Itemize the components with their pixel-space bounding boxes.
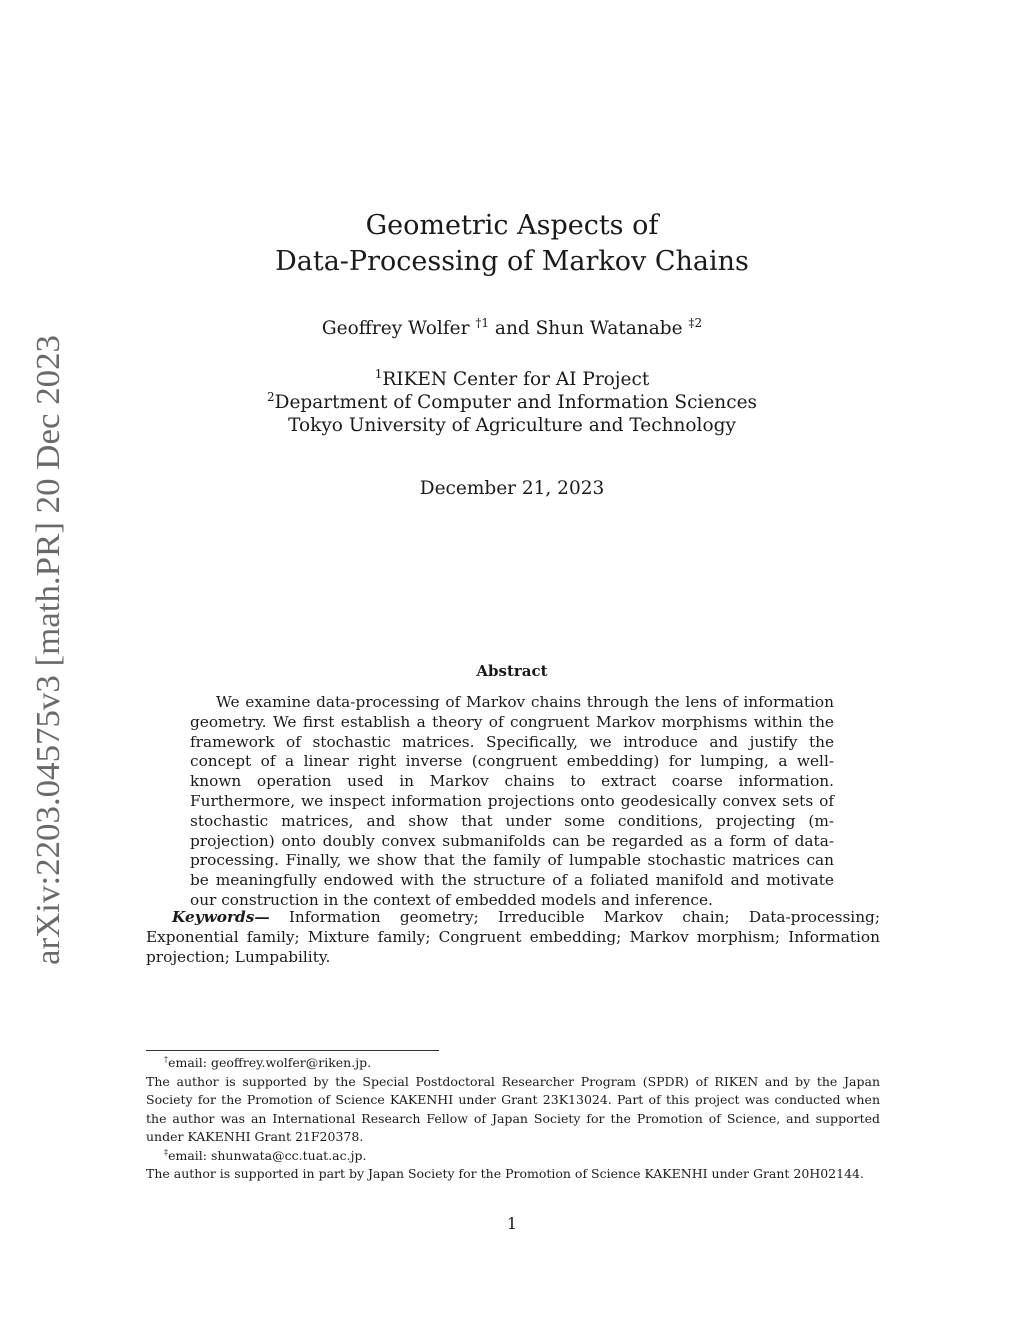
- footnote-2-mark: ‡: [164, 1146, 169, 1157]
- abstract-heading: Abstract: [476, 662, 548, 680]
- aff1-mark: 1: [374, 366, 383, 381]
- keywords: [146, 908, 880, 967]
- aff2-mark: 2: [266, 389, 275, 404]
- author-1-mark: †1: [475, 315, 490, 330]
- paper-date: December 21, 2023: [419, 478, 605, 499]
- footnote-2-email-text: email: shunwata@cc.tuat.ac.jp.: [168, 1147, 367, 1163]
- author-2-mark: ‡2: [688, 315, 703, 330]
- footnote-1-email-text: email: geoffrey.wolfer@riken.jp.: [168, 1055, 372, 1070]
- title-line-2: Data-Processing of Markov Chains: [275, 246, 749, 277]
- keywords-text: Information geometry; Irreducible Markov chain; Data-processing; Exponential family; Mixture family; Congruent embedding; Markov morphism; Information projection; Lumpability.: [146, 908, 880, 966]
- arxiv-stamp-text: arXiv:2203.04575v3 [math.PR] 20 Dec 2023: [30, 351, 67, 965]
- arxiv-stamp-svg: [15, 335, 75, 965]
- affiliation-2: [150, 391, 874, 414]
- arxiv-stamp: [15, 335, 75, 965]
- keywords-label: Keywords—: [172, 908, 270, 926]
- affiliation-1: [150, 368, 874, 391]
- authors: [150, 316, 874, 342]
- footnote-2-text: The author is supported in part by Japan Society for the Promotion of Science KAKENHI under Grant 20H02144.: [146, 1166, 864, 1181]
- aff1-text: RIKEN Center for AI Project: [382, 369, 650, 390]
- paper-title: [150, 208, 874, 280]
- author-2: Shun Watanabe: [535, 318, 683, 339]
- page-number: 1: [506, 1214, 518, 1233]
- affiliation-2-line-2: Tokyo University of Agriculture and Technology: [288, 415, 736, 436]
- footnote-1-email: [146, 1054, 880, 1073]
- footnote-1-mark: †: [164, 1053, 169, 1064]
- aff2-text: Department of Computer and Information Sciences: [274, 392, 758, 413]
- author-conjunction: and: [494, 318, 530, 339]
- footnote-1-text: The author is supported by the Special Postdoctoral Researcher Program (SPDR) of RIKEN and by the Japan Society for the Promotion of Science KAKENHI under Grant 23K13024. Part of this project was conducted when the author was an International Research Fellow of Japan Society for the Promotion of Science, and supported under KAKENHI Grant 21F20378.: [146, 1073, 880, 1144]
- affiliations: [150, 368, 874, 437]
- author-1: Geoffrey Wolfer: [321, 318, 470, 339]
- footnotes: [146, 1054, 880, 1184]
- abstract-body: We examine data-processing of Markov chains through the lens of information geometry. We first establish a theory of congruent Markov morphisms within the framework of stochastic matrices. Specifically, we introduce and justify the concept of a linear right inverse (congruent embedding) for lumping, a well-known operation used in Markov chains to extract coarse information. Furthermore, we inspect information projections onto geodesically convex sets of stochastic matrices, and show that under some conditions, projecting (m-projection) onto doubly convex submanifolds can be regarded as a form of data-processing. Finally, we show that the family of lumpable stochastic matrices can be meaningfully endowed with the structure of a foliated manifold and motivate our construction in the context of embedded models and inference.: [190, 693, 834, 909]
- footnote-2-email: [146, 1147, 880, 1166]
- title-line-1: Geometric Aspects of: [365, 210, 659, 241]
- footnote-rule: [146, 1050, 439, 1051]
